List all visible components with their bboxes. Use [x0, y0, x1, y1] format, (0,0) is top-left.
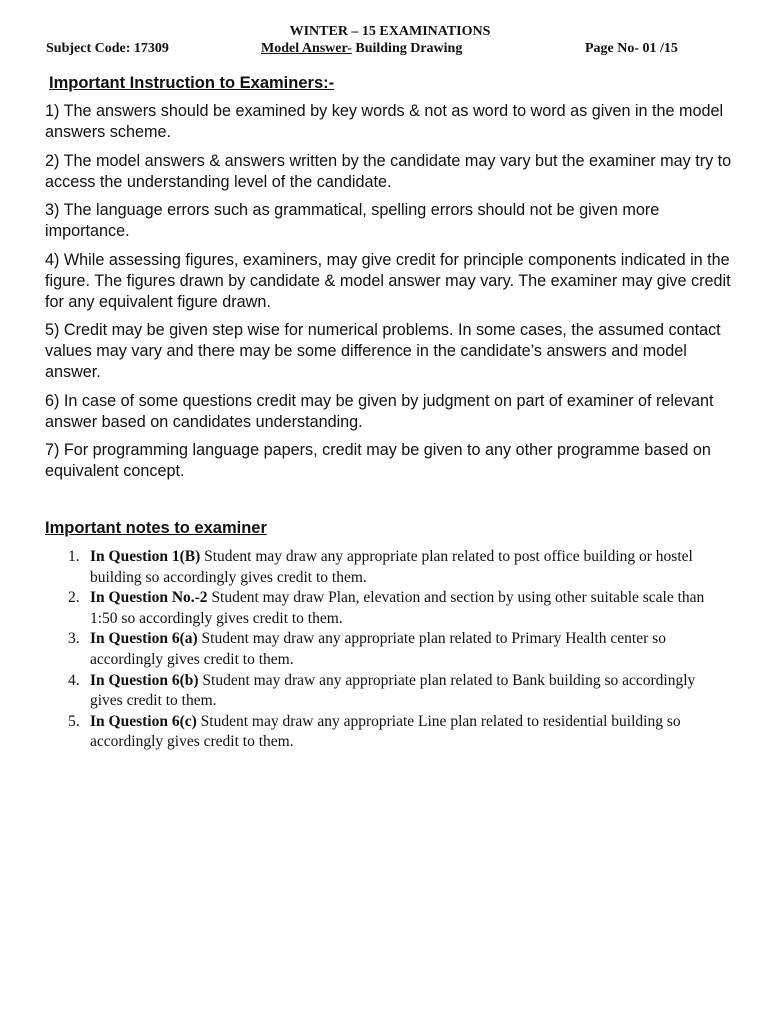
- note-question: In Question 6(b): [90, 671, 199, 689]
- note-question: In Question 1(B): [90, 548, 201, 565]
- page-number: Page No- 01 /15: [585, 41, 678, 56]
- note-number: 4.: [68, 671, 80, 689]
- list-item: [68, 712, 730, 753]
- note-number: 3.: [68, 630, 80, 648]
- list-item: [68, 547, 730, 588]
- note-question: In Question 6(c): [90, 712, 197, 730]
- instructions-heading: Important Instruction to Examiners:-: [49, 74, 335, 92]
- instruction-item: 3) The language errors such as grammatical, spelling errors should not be given more importance.: [45, 201, 660, 240]
- note-number: 5.: [68, 712, 80, 730]
- note-text: Student may draw any appropriate Line plan related to residential building so accordingly gives credit to them.: [90, 712, 681, 751]
- instruction-item: 6) In case of some questions credit may be given by judgment on part of examiner of relevant answer based on candidates understanding.: [45, 391, 714, 431]
- notes-list: [68, 547, 730, 753]
- instruction-item: 2) The model answers & answers written by the candidate may vary but the examiner may try to access the understanding level of the candidate.: [45, 151, 732, 191]
- exam-title: WINTER – 15 EXAMINATIONS: [289, 24, 491, 39]
- list-item: [68, 671, 730, 712]
- subject-name: Building Drawing: [351, 41, 463, 56]
- list-item: [68, 629, 730, 670]
- instruction-item: 7) For programming language papers, credit may be given to any other programme based on equivalent concept.: [45, 441, 711, 480]
- model-answer-label: Model Answer-: [261, 41, 352, 56]
- instruction-item: 5) Credit may be given step wise for numerical problems. In some cases, the assumed contact values may vary and there may be some difference in the candidate’s answers and model answer.: [45, 321, 721, 381]
- instruction-item: 1) The answers should be examined by key words & not as word to word as given in the model answers scheme.: [45, 102, 724, 141]
- instructions-list: [45, 101, 745, 490]
- note-text: Student may draw any appropriate plan related to post office building or hostel building so accordingly gives credit to them.: [90, 548, 693, 586]
- document-subject: [261, 41, 462, 57]
- note-text: Student may draw any appropriate plan related to Primary Health center so accordingly gives credit to them.: [90, 630, 666, 668]
- subject-code: Subject Code: 17309: [46, 41, 169, 56]
- note-text: Student may draw Plan, elevation and section by using other suitable scale than 1:50 so accordingly gives credit to them.: [90, 589, 705, 627]
- list-item: [68, 588, 730, 629]
- notes-heading: Important notes to examiner: [45, 519, 267, 537]
- note-number: 1.: [68, 548, 80, 565]
- instruction-item: 4) While assessing figures, examiners, may give credit for principle components indicated in the figure. The figures drawn by candidate & model answer may vary. The examiner may give credit for any equivalent figure drawn.: [45, 250, 731, 311]
- note-text: Student may draw any appropriate plan related to Bank building so accordingly gives credit to them.: [90, 671, 696, 710]
- note-question: In Question 6(a): [90, 630, 198, 648]
- note-question: In Question No.-2: [90, 589, 208, 607]
- note-number: 2.: [68, 589, 80, 607]
